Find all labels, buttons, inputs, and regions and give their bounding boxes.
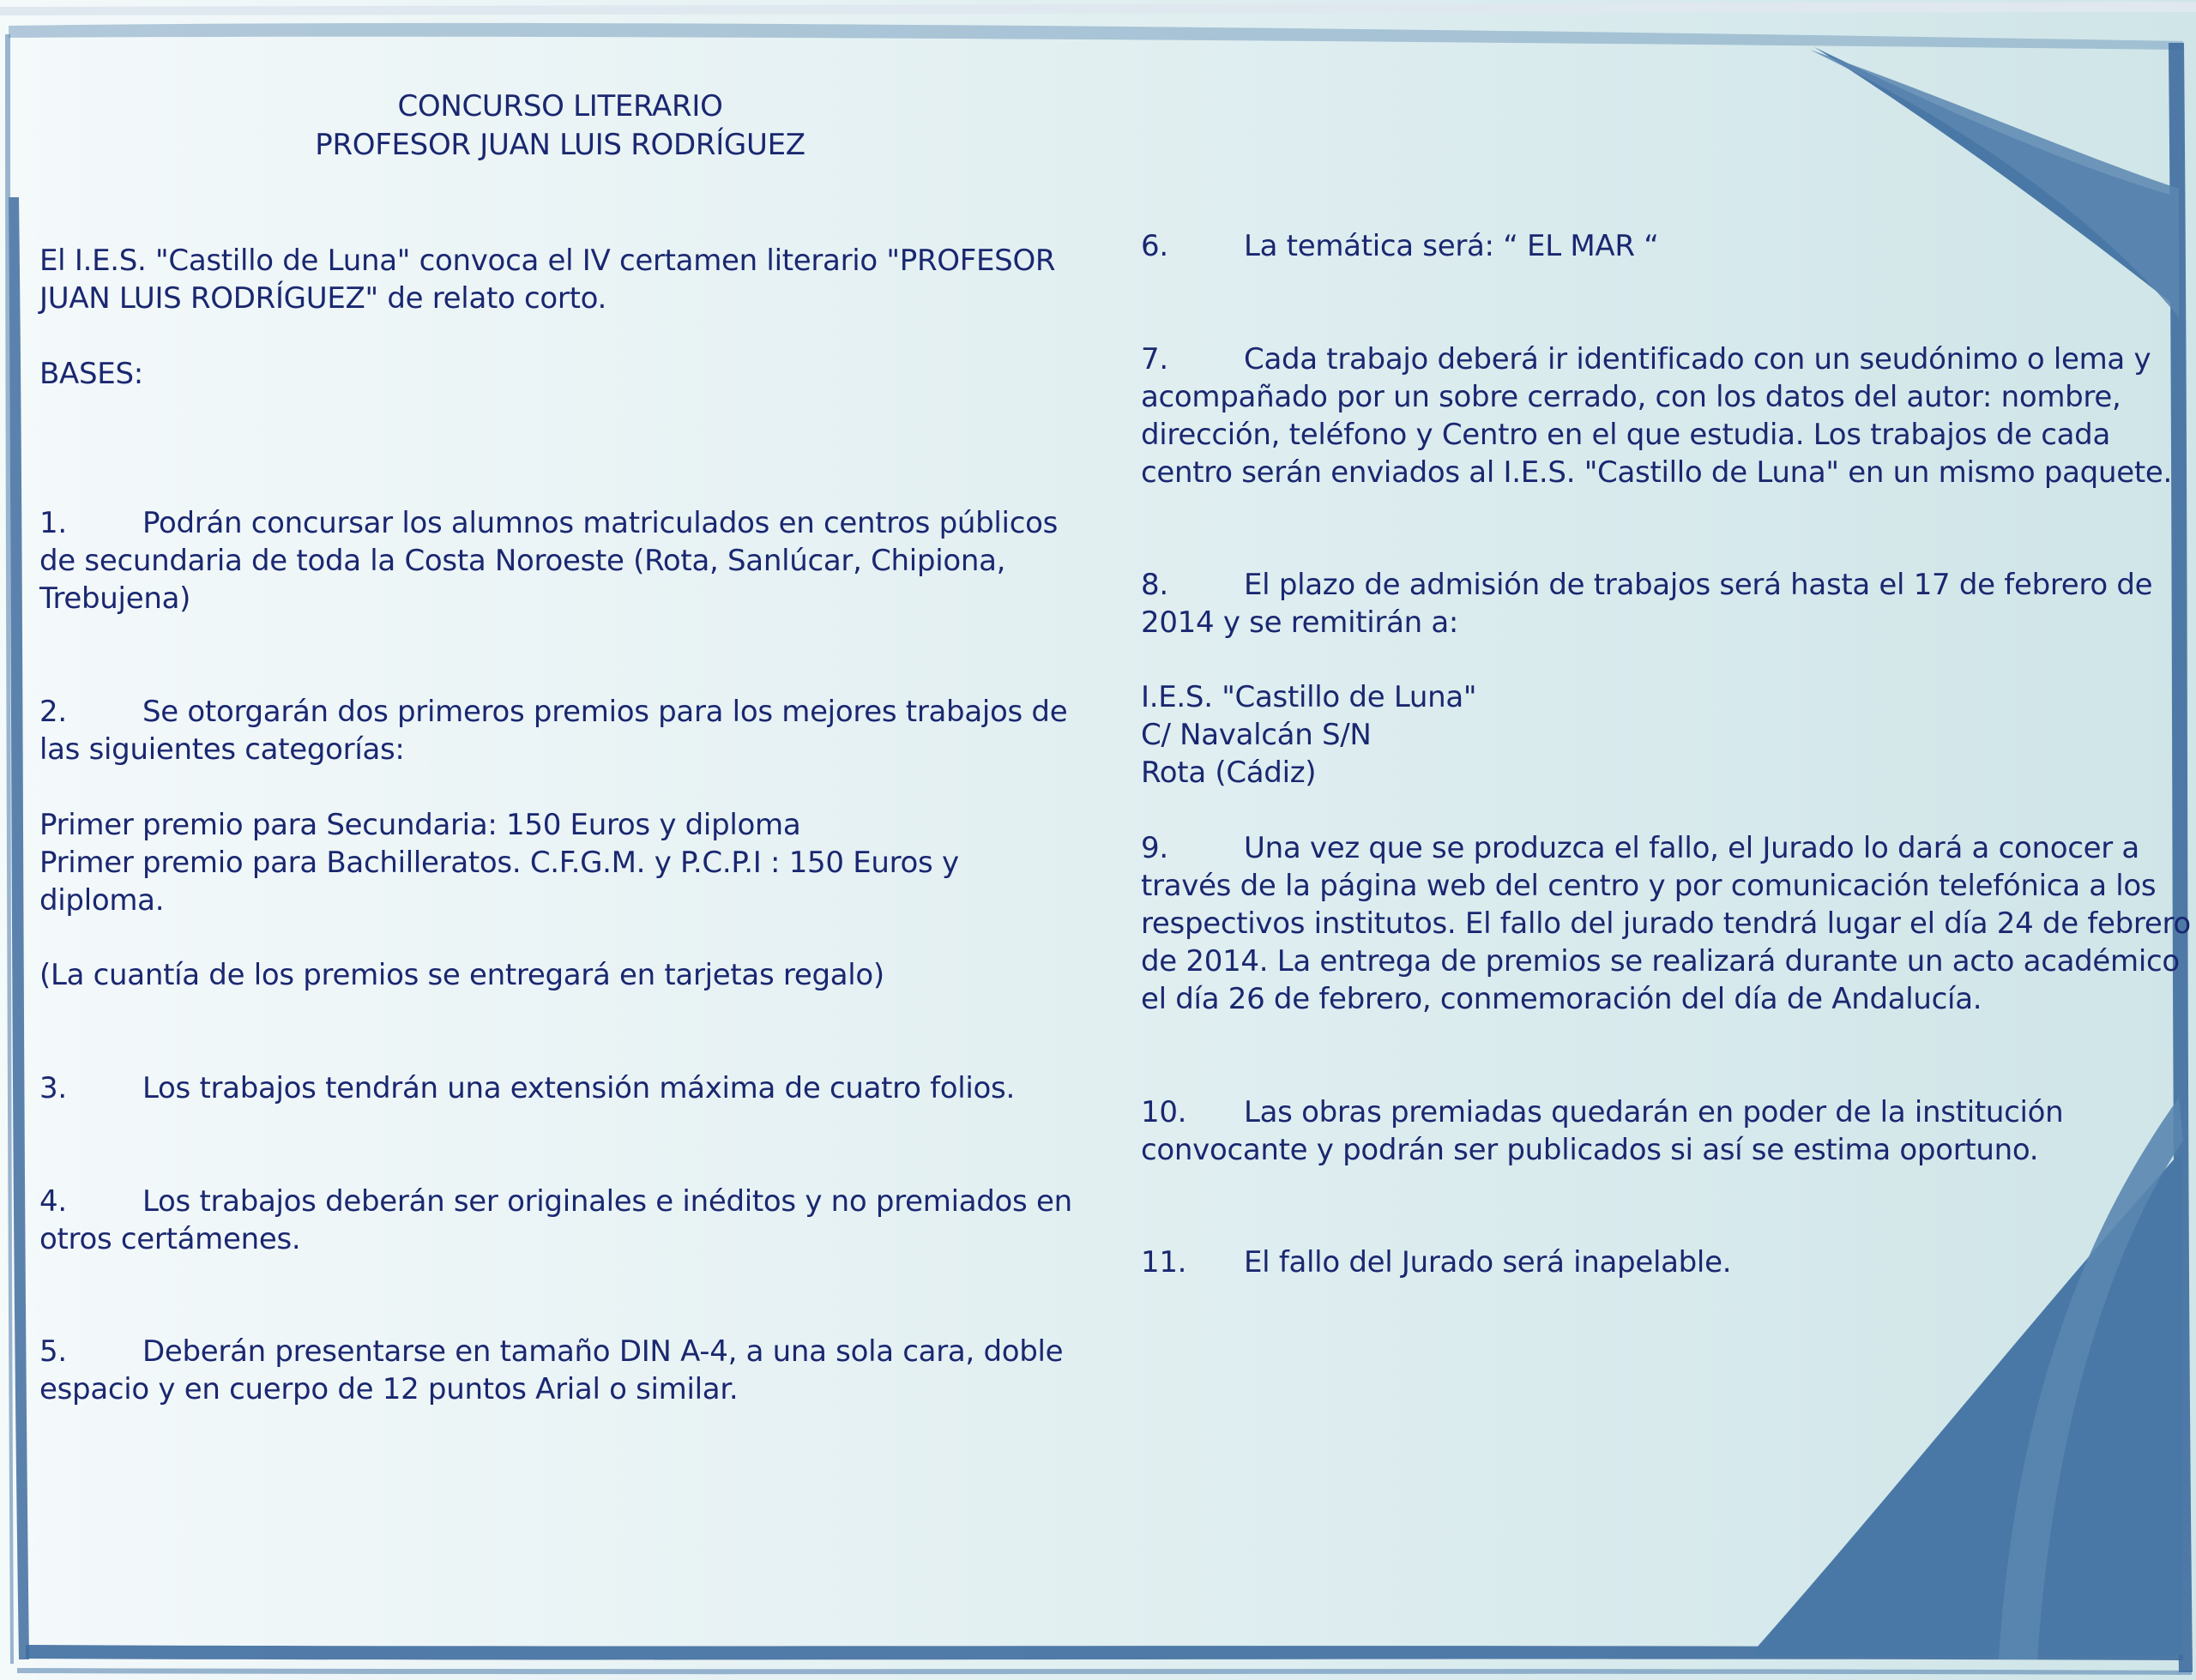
prizes-list <box>39 806 959 919</box>
rule-text: Una vez que se produzca el fallo, el Jurado lo dará a conocer a <box>1244 831 2139 865</box>
frame-top-band <box>9 23 2183 50</box>
rule-text: El fallo del Jurado será inapelable. <box>1244 1245 1732 1280</box>
address-line-2: C/ Navalcán S/N <box>1141 718 1372 752</box>
rule-text: de 2014. La entrega de premios se realizará durante un acto académico <box>1141 944 2180 978</box>
rule-number: 11. <box>1141 1245 1187 1280</box>
rule-number: 3. <box>39 1071 67 1105</box>
rule-number: 4. <box>39 1184 67 1219</box>
frame-top-stroke <box>0 2 2196 15</box>
rule-2 <box>39 693 1067 768</box>
prizes-note: (La cuantía de los premios se entregará en tarjetas regalo) <box>39 958 884 992</box>
poster-title <box>131 87 989 165</box>
title-line-2: PROFESOR JUAN LUIS RODRÍGUEZ <box>315 128 805 162</box>
rule-text: acompañado por un sobre cerrado, con los datos del autor: nombre, <box>1141 380 2121 414</box>
rule-text: espacio y en cuerpo de 12 puntos Arial o similar. <box>39 1372 739 1406</box>
rule-text: Los trabajos deberán ser originales e inéditos y no premiados en <box>142 1184 1072 1219</box>
rule-5 <box>39 1333 1063 1408</box>
rule-text: dirección, teléfono y Centro en el que estudia. Los trabajos de cada <box>1141 418 2110 452</box>
rule-4 <box>39 1183 1072 1258</box>
rule-text: Trebujena) <box>39 581 191 616</box>
rule-number: 8. <box>1141 568 1168 602</box>
rule-text: Deberán presentarse en tamaño DIN A-4, a una sola cara, doble <box>142 1334 1064 1369</box>
rule-text: Podrán concursar los alumnos matriculados en centros públicos <box>142 506 1059 540</box>
rule-6 <box>1141 227 1659 265</box>
rule-number: 5. <box>39 1334 67 1369</box>
rule-text: Los trabajos tendrán una extensión máxima de cuatro folios. <box>142 1071 1015 1105</box>
rule-text: convocante y podrán ser publicados si así se estima oportuno. <box>1141 1133 2039 1167</box>
rule-text: Cada trabajo deberá ir identificado con un seudónimo o lema y <box>1244 342 2151 376</box>
top-right-swoosh-inner <box>1810 50 2179 317</box>
rule-11 <box>1141 1243 1731 1281</box>
address-line-1: I.E.S. "Castillo de Luna" <box>1141 680 1477 714</box>
rule-number: 1. <box>39 506 67 540</box>
rule-number: 6. <box>1141 229 1168 263</box>
rule-text: 2014 y se remitirán a: <box>1141 605 1459 640</box>
rule-text: Las obras premiadas quedarán en poder de la institución <box>1244 1095 2064 1129</box>
intro-line-1: El I.E.S. "Castillo de Luna" convoca el IV certamen literario "PROFESOR <box>39 244 1056 278</box>
address-line-3: Rota (Cádiz) <box>1141 756 1317 790</box>
rule-9 <box>1141 829 2191 1018</box>
rule-number: 2. <box>39 695 67 729</box>
rule-text: respectivos institutos. El fallo del jurado tendrá lugar el día 24 de febrero <box>1141 906 2191 941</box>
intro-paragraph <box>39 242 1055 317</box>
prize-secundaria: Primer premio para Secundaria: 150 Euros y diploma <box>39 808 801 842</box>
rule-number: 10. <box>1141 1095 1187 1129</box>
rule-text: otros certámenes. <box>39 1222 301 1256</box>
rule-10 <box>1141 1093 2063 1169</box>
rule-text: través de la página web del centro y por comunicación telefónica a los <box>1141 869 2157 903</box>
intro-line-2: JUAN LUIS RODRÍGUEZ" de relato corto. <box>39 281 607 316</box>
rule-7 <box>1141 340 2172 491</box>
rule-text: las siguientes categorías: <box>39 732 405 767</box>
rule-text: Se otorgarán dos primeros premios para los mejores trabajos de <box>142 695 1068 729</box>
rule-number: 7. <box>1141 342 1168 376</box>
rule-text: de secundaria de toda la Costa Noroeste (Rota, Sanlúcar, Chipiona, <box>39 544 1006 578</box>
rule-text: el día 26 de febrero, conmemoración del día de Andalucía. <box>1141 982 1982 1016</box>
rule-3 <box>39 1069 1015 1107</box>
mailing-address <box>1141 678 1476 792</box>
bases-heading: BASES: <box>39 357 143 391</box>
title-line-1: CONCURSO LITERARIO <box>397 89 723 123</box>
rule-8 <box>1141 566 2152 641</box>
rule-text: La temática será: “ EL MAR “ <box>1244 229 1659 263</box>
prize-bachillerato: Primer premio para Bachilleratos. C.F.G.M. y P.C.P.I : 150 Euros y <box>39 846 959 880</box>
rule-text: centro serán enviados al I.E.S. "Castillo de Luna" en un mismo paquete. <box>1141 455 2172 490</box>
rule-text: El plazo de admisión de trabajos será hasta el 17 de febrero de <box>1244 568 2153 602</box>
rule-number: 9. <box>1141 831 1168 865</box>
rule-1 <box>39 504 1058 617</box>
prize-bachillerato-cont: diploma. <box>39 883 165 918</box>
frame-bottom-thin <box>17 1668 2192 1675</box>
